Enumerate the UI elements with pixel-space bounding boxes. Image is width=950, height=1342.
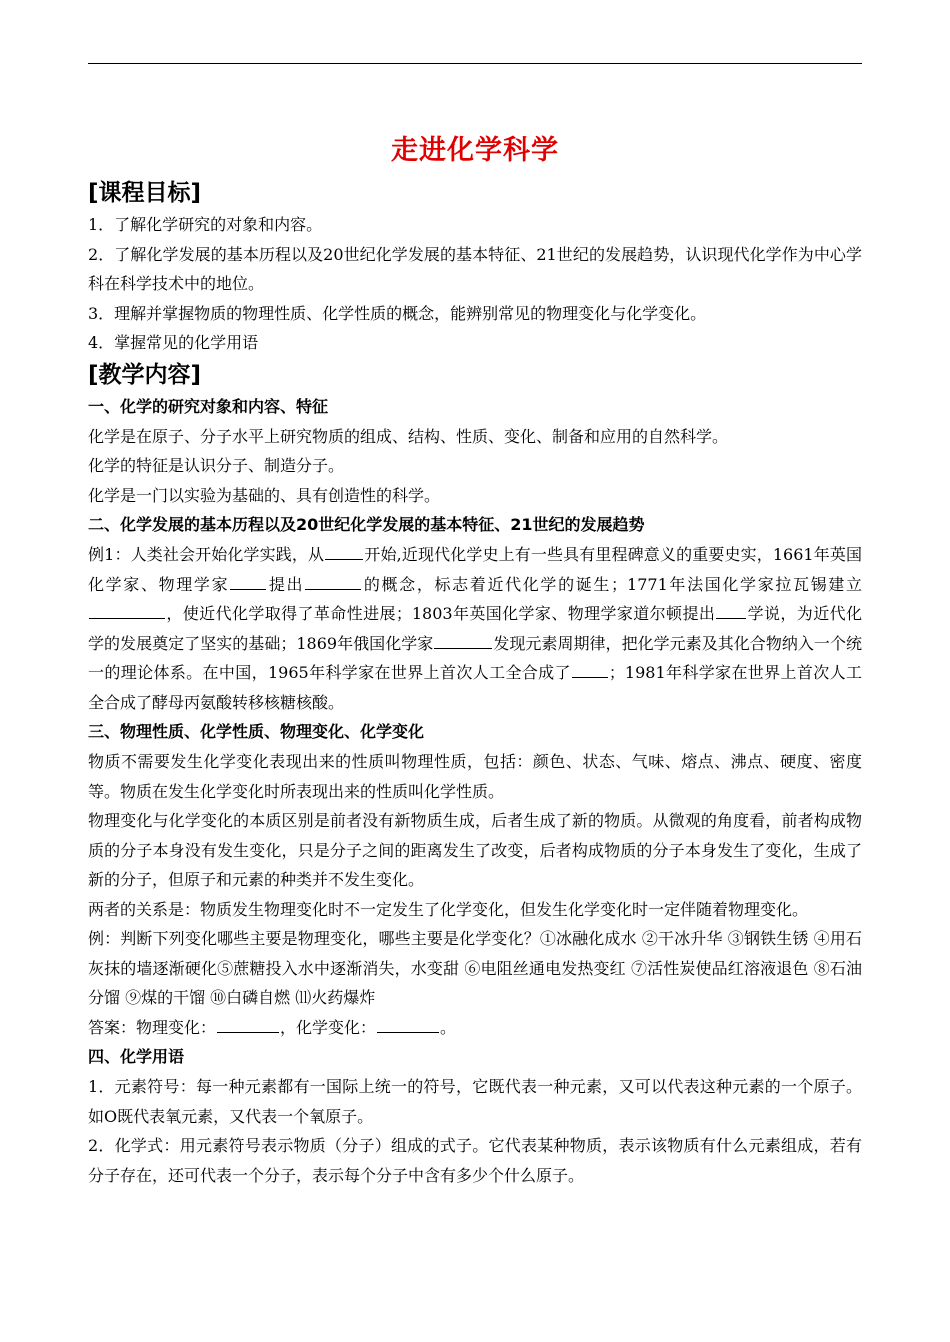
example-text: ；1981年科学家在世界上首次人工全合成了酵母丙氨酸转移核糖核酸。 (88, 663, 862, 712)
answer-label-chemical: ，化学变化： (280, 1017, 377, 1037)
document-title: 走进化学科学 (391, 135, 559, 166)
section-1-paragraph: 化学的特征是认识分子、制造分子。 (88, 456, 345, 475)
example-text: 例1：人类社会开始化学实践，从 (88, 545, 325, 564)
answer-line (88, 1013, 862, 1043)
goal-item: 4．掌握常见的化学用语 (88, 333, 259, 352)
example-text: 学说，为近代化学的发展奠定了坚实的基础；1869年俄国化学家 (88, 604, 862, 653)
fill-blank[interactable] (305, 571, 361, 590)
section-4-heading: 四、化学用语 (88, 1047, 185, 1066)
example-text: 发现元素周期律，把化学元素及其化合物纳入一个统一的理论体系。在中国，1965年科学家在世界上首次人工全合成了 (88, 633, 862, 682)
fill-blank[interactable] (325, 541, 363, 560)
example-text: 开始,近现代化学史上有一些具有里程碑意义的重要史实，1661年英国化学家、物理学家 (88, 545, 862, 594)
example-text: ，使近代化学取得了革命性进展；1803年英国化学家、物理学家道尔顿提出 (166, 604, 716, 623)
fill-blank[interactable] (572, 659, 608, 678)
content-heading: [教学内容] (88, 361, 202, 388)
example-1-paragraph (88, 540, 862, 717)
goal-item: 3．理解并掌握物质的物理性质、化学性质的概念，能辨别常见的物理变化与化学变化。 (88, 303, 707, 323)
section-3-paragraph: 物质不需要发生化学变化表现出来的性质叫物理性质，包括：颜色、状态、气味、熔点、沸点、硬度、密度等。物质在发生化学变化时所表现出来的性质叫化学性质。 (88, 752, 862, 801)
answer-label-physical: 答案：物理变化： (88, 1017, 217, 1037)
goal-item: 2．了解化学发展的基本历程以及20世纪化学发展的基本特征、21世纪的发展趋势，认识现代化学作为中心学科在科学技术中的地位。 (88, 244, 862, 293)
fill-blank[interactable] (89, 600, 165, 619)
section-1-paragraph: 化学是在原子、分子水平上研究物质的组成、结构、性质、变化、制备和应用的自然科学。 (88, 426, 729, 446)
header-rule (88, 63, 862, 64)
example-text: 提出 (267, 574, 305, 594)
fill-blank[interactable] (716, 600, 746, 619)
section-1-paragraph: 化学是一门以实验为基础的、具有创造性的科学。 (88, 485, 441, 505)
section-4-paragraph: 2．化学式：用元素符号表示物质（分子）组成的式子。它代表某种物质，表示该物质有什么元素组成，若有分子存在，还可代表一个分子，表示每个分子中含有多少个什么原子。 (88, 1136, 862, 1185)
fill-blank[interactable] (434, 630, 492, 649)
document-page (88, 128, 862, 1190)
section-1-heading: 一、化学的研究对象和内容、特征 (88, 396, 329, 416)
fill-blank[interactable] (230, 571, 266, 590)
example-text: 的概念，标志着近代化学的诞生；1771年法国化学家拉瓦锡建立 (362, 574, 862, 594)
section-3-paragraph: 物理变化与化学变化的本质区别是前者没有新物质生成，后者生成了新的物质。从微观的角度看，前者构成物质的分子本身没有发生变化，只是分子之间的距离发生了改变，后者构成物质的分子本身发生了变化，生成了新的分子，但原子和元素的种类并不发生变化。 (88, 811, 862, 889)
section-3-paragraph: 两者的关系是：物质发生物理变化时不一定发生了化学变化，但发生化学变化时一定伴随着物理变化。 (88, 899, 809, 919)
fill-blank[interactable] (217, 1014, 279, 1033)
section-3-example: 例：判断下列变化哪些主要是物理变化，哪些主要是化学变化？①冰融化成水 ②干冰升华 ③钢铁生锈 ④用石灰抹的墙逐渐硬化⑤蔗糖投入水中逐渐消失，水变甜 ⑥电阻丝通电发热变红 ⑦活性炭使品红溶液退色 ⑧石油分馏 ⑨煤的干馏 ⑩白磷自燃 ⑾火药爆炸 (88, 929, 862, 1007)
goal-item: 1．了解化学研究的对象和内容。 (88, 215, 323, 234)
section-2-heading: 二、化学发展的基本历程以及20世纪化学发展的基本特征、21世纪的发展趋势 (88, 515, 645, 534)
section-4-paragraph: 1．元素符号：每一种元素都有一国际上统一的符号，它既代表一种元素，又可以代表这种元素的一个原子。如O既代表氧元素，又代表一个氧原子。 (88, 1077, 862, 1126)
fill-blank[interactable] (377, 1014, 439, 1033)
goals-heading: [课程目标] (88, 180, 202, 206)
section-3-heading: 三、物理性质、化学性质、物理变化、化学变化 (88, 722, 425, 741)
answer-end: 。 (440, 1017, 457, 1037)
